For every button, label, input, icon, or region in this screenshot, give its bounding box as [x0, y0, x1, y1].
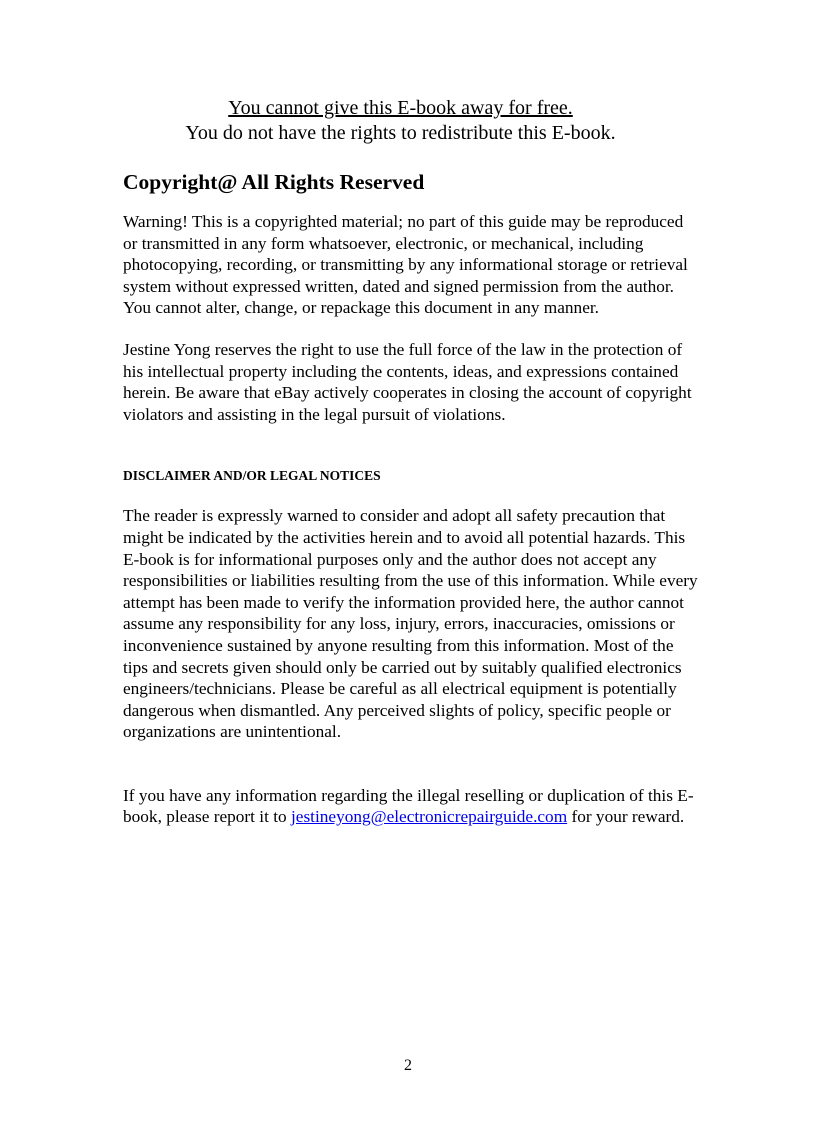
page-number: 2 [404, 1057, 412, 1074]
copyright-rights-paragraph: Jestine Yong reserves the right to use the full force of the law in the protection of his intellectual property including the contents, ideas, and expressions contained herein. Be aware that eBay actively cooperates in closing the account of copyright violators and assisting in the legal pursuit of violations. [123, 339, 692, 424]
disclaimer-heading: DISCLAIMER AND/OR LEGAL NOTICES [123, 468, 381, 484]
disclaimer-paragraph: The reader is expressly warned to consider and adopt all safety precaution that might be indicated by the activities herein and to avoid all potential hazards. This E-book is for informational purposes only and the author does not accept any responsibilities or liabilities resulting from the use of this information. While every attempt has been made to verify the information provided here, the author cannot assume any responsibility for any loss, injury, errors, inaccuracies, omissions or inconvenience sustained by anyone resulting from this information. Most of the tips and secrets given should only be carried out by suitably qualified electronics engineers/technicians. Please be careful as all electrical equipment is potentially dangerous when dismantled. Any perceived slights of policy, specific people or organizations are unintentional. [123, 506, 698, 742]
notice-line-rights: You do not have the rights to redistribute this E-book. [185, 122, 616, 144]
report-text-after: for your reward. [567, 807, 685, 827]
redistribution-notice [103, 96, 698, 146]
report-text-before: If you have any information regarding the illegal reselling or duplication of this E-book, please report it to [123, 785, 694, 827]
report-paragraph [123, 785, 698, 828]
notice-line-free: You cannot give this E-book away for free. [228, 97, 573, 119]
report-email-link[interactable]: jestineyong@electronicrepairguide.com [290, 807, 568, 827]
copyright-heading: Copyright@ All Rights Reserved [123, 170, 425, 194]
document-page [123, 96, 698, 828]
copyright-warning-paragraph: Warning! This is a copyrighted material; no part of this guide may be reproduced or transmitted in any form whatsoever, electronic, or mechanical, including photocopying, recording, or transmitting by any informational storage or retrieval system without expressed written, dated and signed permission from the author. You cannot alter, change, or repackage this document in any manner. [123, 212, 688, 318]
